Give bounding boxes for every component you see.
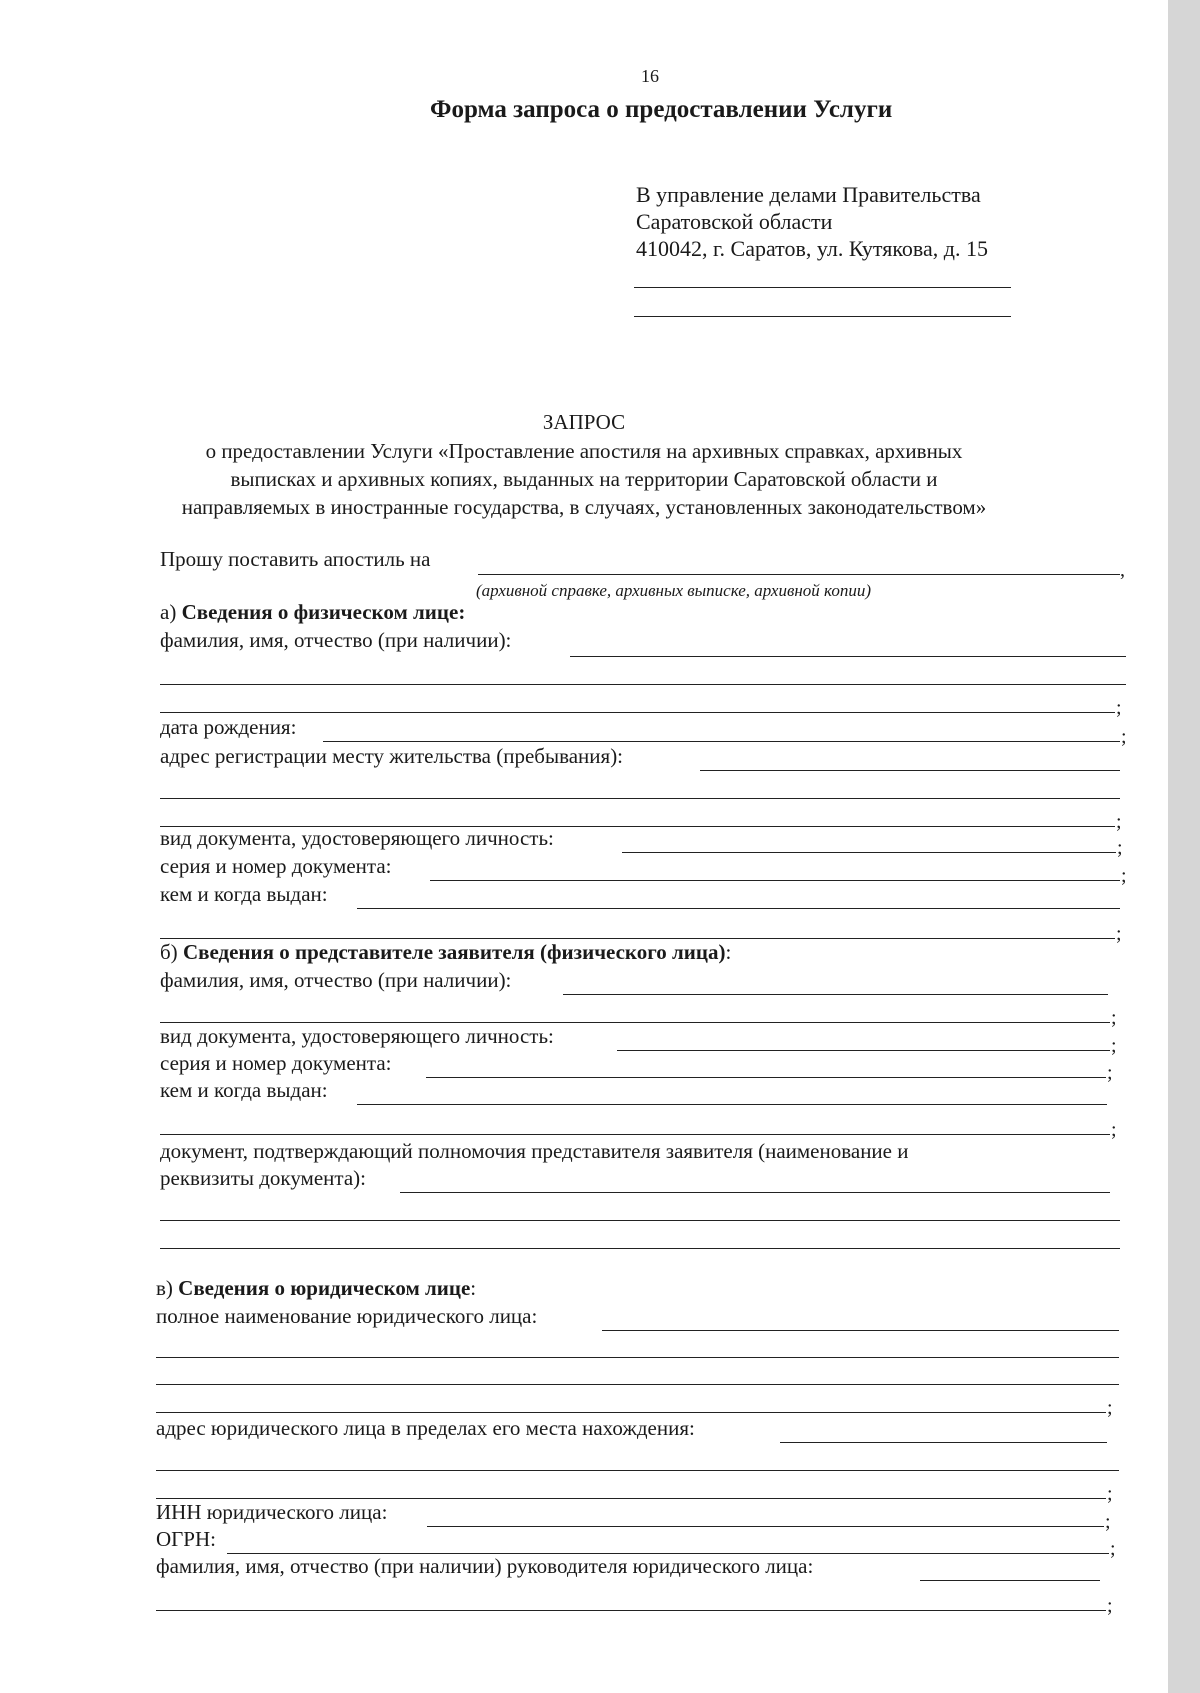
ogrn-label: ОГРН: [156, 1527, 216, 1551]
recipient-blank-line[interactable] [634, 316, 1011, 317]
legal-entity-name-field[interactable] [156, 1412, 1106, 1413]
field-end-semicolon: ; [1111, 1119, 1117, 1141]
person-doc-issued-field[interactable] [160, 938, 1115, 939]
section-b-title: Сведения о представителе заявителя (физического лица) [182, 940, 726, 964]
person-fio-field[interactable] [570, 656, 1126, 657]
authority-doc-field[interactable] [160, 1248, 1120, 1249]
field-end-semicolon: ; [1111, 1007, 1117, 1029]
person-doc-type-field[interactable] [622, 852, 1116, 853]
authority-doc-field[interactable] [400, 1192, 1110, 1193]
person-doc-type-label: вид документа, удостоверяющего личность: [160, 826, 554, 850]
request-text-line-2: выписках и архивных копиях, выданных на территории Саратовской области и [230, 467, 938, 491]
birth-date-field[interactable] [323, 741, 1120, 742]
field-end-semicolon: ; [1121, 865, 1127, 887]
section-b-prefix: б) [160, 940, 178, 964]
representative-doc-issued-field[interactable] [160, 1134, 1110, 1135]
page-number: 16 [641, 66, 659, 86]
section-c-prefix: в) [156, 1276, 173, 1300]
residence-address-field[interactable] [700, 770, 1120, 771]
recipient-line-3: 410042, г. Саратов, ул. Кутякова, д. 15 [636, 236, 988, 261]
person-doc-issued-field[interactable] [357, 908, 1120, 909]
section-c-heading [156, 1276, 476, 1301]
field-end-semicolon: ; [1107, 1397, 1113, 1419]
field-end-semicolon: ; [1111, 1035, 1117, 1057]
birth-date-label: дата рождения: [160, 715, 297, 739]
inn-label: ИНН юридического лица: [156, 1500, 388, 1524]
request-heading: ЗАПРОС [542, 410, 626, 434]
field-end-comma: , [1120, 559, 1125, 581]
person-doc-number-field[interactable] [430, 880, 1120, 881]
head-fio-label: фамилия, имя, отчество (при наличии) руководителя юридического лица: [156, 1554, 814, 1578]
legal-entity-name-label: полное наименование юридического лица: [156, 1304, 538, 1328]
authority-doc-label-line-2: реквизиты документа): [160, 1166, 366, 1190]
field-end-semicolon: ; [1105, 1511, 1111, 1533]
apostille-hint: (архивной справке, архивных выписке, архивной копии) [476, 581, 872, 600]
recipient-line-1: В управление делами Правительства [636, 182, 981, 207]
request-text-line-3: направляемых в иностранные государства, в случаях, установленных законодательством» [181, 495, 987, 519]
authority-doc-label-line-1: документ, подтверждающий полномочия представителя заявителя (наименование и [160, 1139, 909, 1163]
field-end-semicolon: ; [1116, 697, 1122, 719]
legal-entity-name-field[interactable] [156, 1357, 1119, 1358]
head-fio-field[interactable] [156, 1610, 1106, 1611]
section-a-title: Сведения о физическом лице: [181, 600, 466, 624]
section-b-heading [160, 940, 731, 965]
field-end-semicolon: ; [1117, 837, 1123, 859]
inn-field[interactable] [427, 1526, 1104, 1527]
representative-doc-issued-field[interactable] [357, 1104, 1107, 1105]
recipient-blank-line[interactable] [634, 287, 1011, 288]
recipient-line-2: Саратовской области [636, 209, 833, 234]
section-a-prefix: а) [160, 600, 177, 624]
field-end-semicolon: ; [1116, 811, 1122, 833]
legal-entity-address-field[interactable] [156, 1470, 1119, 1471]
section-b-colon: : [725, 940, 732, 964]
person-fio-field[interactable] [160, 712, 1115, 713]
apostille-document-field[interactable] [478, 574, 1120, 575]
head-fio-field[interactable] [920, 1580, 1100, 1581]
legal-entity-address-field[interactable] [780, 1442, 1107, 1443]
residence-address-field[interactable] [160, 798, 1120, 799]
section-a-heading [160, 600, 465, 625]
form-title: Форма запроса о предоставлении Услуги [430, 96, 893, 123]
legal-entity-name-field[interactable] [156, 1384, 1119, 1385]
residence-address-label: адрес регистрации месту жительства (пребывания): [160, 744, 624, 768]
representative-doc-number-label: серия и номер документа: [160, 1051, 392, 1075]
request-text-line-1: о предоставлении Услуги «Проставление апостиля на архивных справках, архивных [205, 439, 963, 463]
legal-entity-address-field[interactable] [156, 1498, 1106, 1499]
person-fio-field[interactable] [160, 684, 1126, 685]
section-c-colon: : [470, 1276, 477, 1300]
authority-doc-field[interactable] [160, 1220, 1120, 1221]
person-fio-label: фамилия, имя, отчество (при наличии): [160, 628, 512, 652]
representative-fio-field[interactable] [563, 994, 1108, 995]
person-doc-issued-label: кем и когда выдан: [160, 882, 328, 906]
field-end-semicolon: ; [1107, 1595, 1113, 1617]
representative-fio-field[interactable] [160, 1022, 1110, 1023]
legal-entity-address-label: адрес юридического лица в пределах его места нахождения: [156, 1416, 695, 1440]
representative-doc-number-field[interactable] [426, 1077, 1106, 1078]
field-end-semicolon: ; [1107, 1483, 1113, 1505]
scan-edge [1168, 0, 1200, 1693]
field-end-semicolon: ; [1116, 923, 1122, 945]
field-end-semicolon: ; [1107, 1062, 1113, 1084]
field-end-semicolon: ; [1110, 1538, 1116, 1560]
representative-doc-type-field[interactable] [617, 1050, 1110, 1051]
section-c-title: Сведения о юридическом лице [178, 1276, 471, 1300]
representative-doc-issued-label: кем и когда выдан: [160, 1078, 328, 1102]
representative-fio-label: фамилия, имя, отчество (при наличии): [160, 968, 512, 992]
representative-doc-type-label: вид документа, удостоверяющего личность: [160, 1024, 554, 1048]
legal-entity-name-field[interactable] [602, 1330, 1119, 1331]
person-doc-number-label: серия и номер документа: [160, 854, 392, 878]
apostille-label: Прошу поставить апостиль на [160, 547, 431, 571]
field-end-semicolon: ; [1121, 726, 1127, 748]
